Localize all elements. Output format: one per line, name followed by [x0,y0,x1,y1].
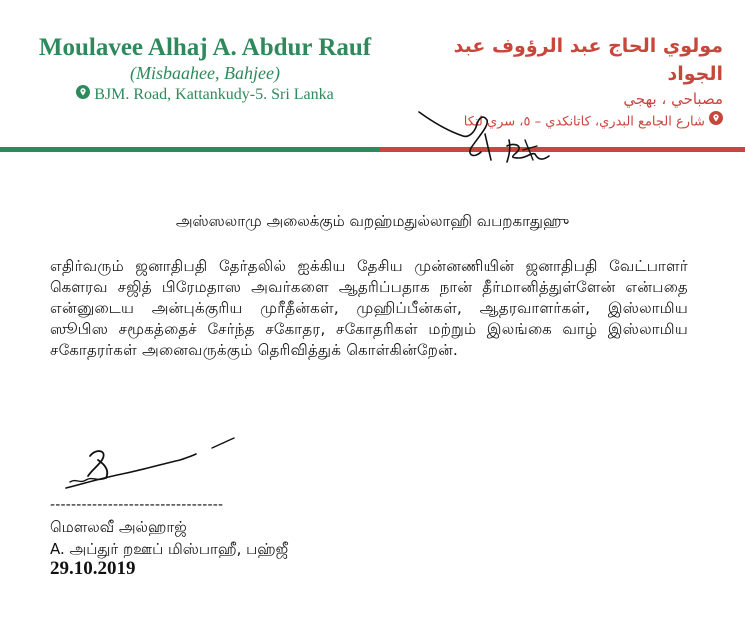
location-pin-icon [709,110,723,134]
greeting: அஸ்ஸலாமு அலைக்கும் வறஹ்மதுல்லாஹி வபறகாதுஹு [175,212,570,230]
signatory-title: மௌலவீ அல்ஹாஜ் [50,518,187,536]
handwritten-signature-top [405,96,595,176]
address-text-arabic: شارع الجامع البدري، كاتانكدي – ٥، سري لنكا [463,114,705,130]
signature-line: --------------------------------- [50,497,224,513]
sender-subtitle-arabic: مصباحي ، بهجي [623,90,723,108]
signatory-name: A. அப்துர் றஊப் மிஸ்பாஹீ, பஹ்ஜீ [50,540,289,558]
address-text-english: BJM. Road, Kattankudy-5. Sri Lanka [94,86,334,103]
sender-name-arabic: مولوي الحاج عبد الرؤوف عبد الجواد [453,35,723,85]
sender-name-english: Moulavee Alhaj A. Abdur Rauf [38,34,372,61]
location-pin-icon [76,84,90,106]
letterhead-english [20,34,390,106]
sender-subtitle-english: (Misbaahee, Bahjee) [130,63,280,83]
sender-address-english [20,84,390,106]
handwritten-signature-bottom [62,434,242,496]
letter-date: 29.10.2019 [50,558,136,579]
header-divider-green [0,147,380,152]
letter-body: எதிர்வரும் ஜனாதிபதி தேர்தலில் ஐக்கிய தேசிய முன்னணியின் ஜனாதிபதி வேட்பாளர் கௌரவ சஜித் பிரேமதாஸ அவர்களை ஆதரிப்பதாக நான் தீர்மானித்துள்ளேன் என்பதை என்னுடைய அன்புக்குரிய முரீதீன்கள், முஹிப்பீன்கள், ஆதரவாளர்கள், இஸ்லாமிய ஸூபிஸ சமூகத்தைச் சேர்ந்த சகோதர, சகோதரிகள் மற்றும் இலங்கை வாழ் இஸ்லாமிய சகோதரர்கள் அனைவருக்கும் தெரிவித்துக் கொள்கின்றேன். [50,257,688,359]
